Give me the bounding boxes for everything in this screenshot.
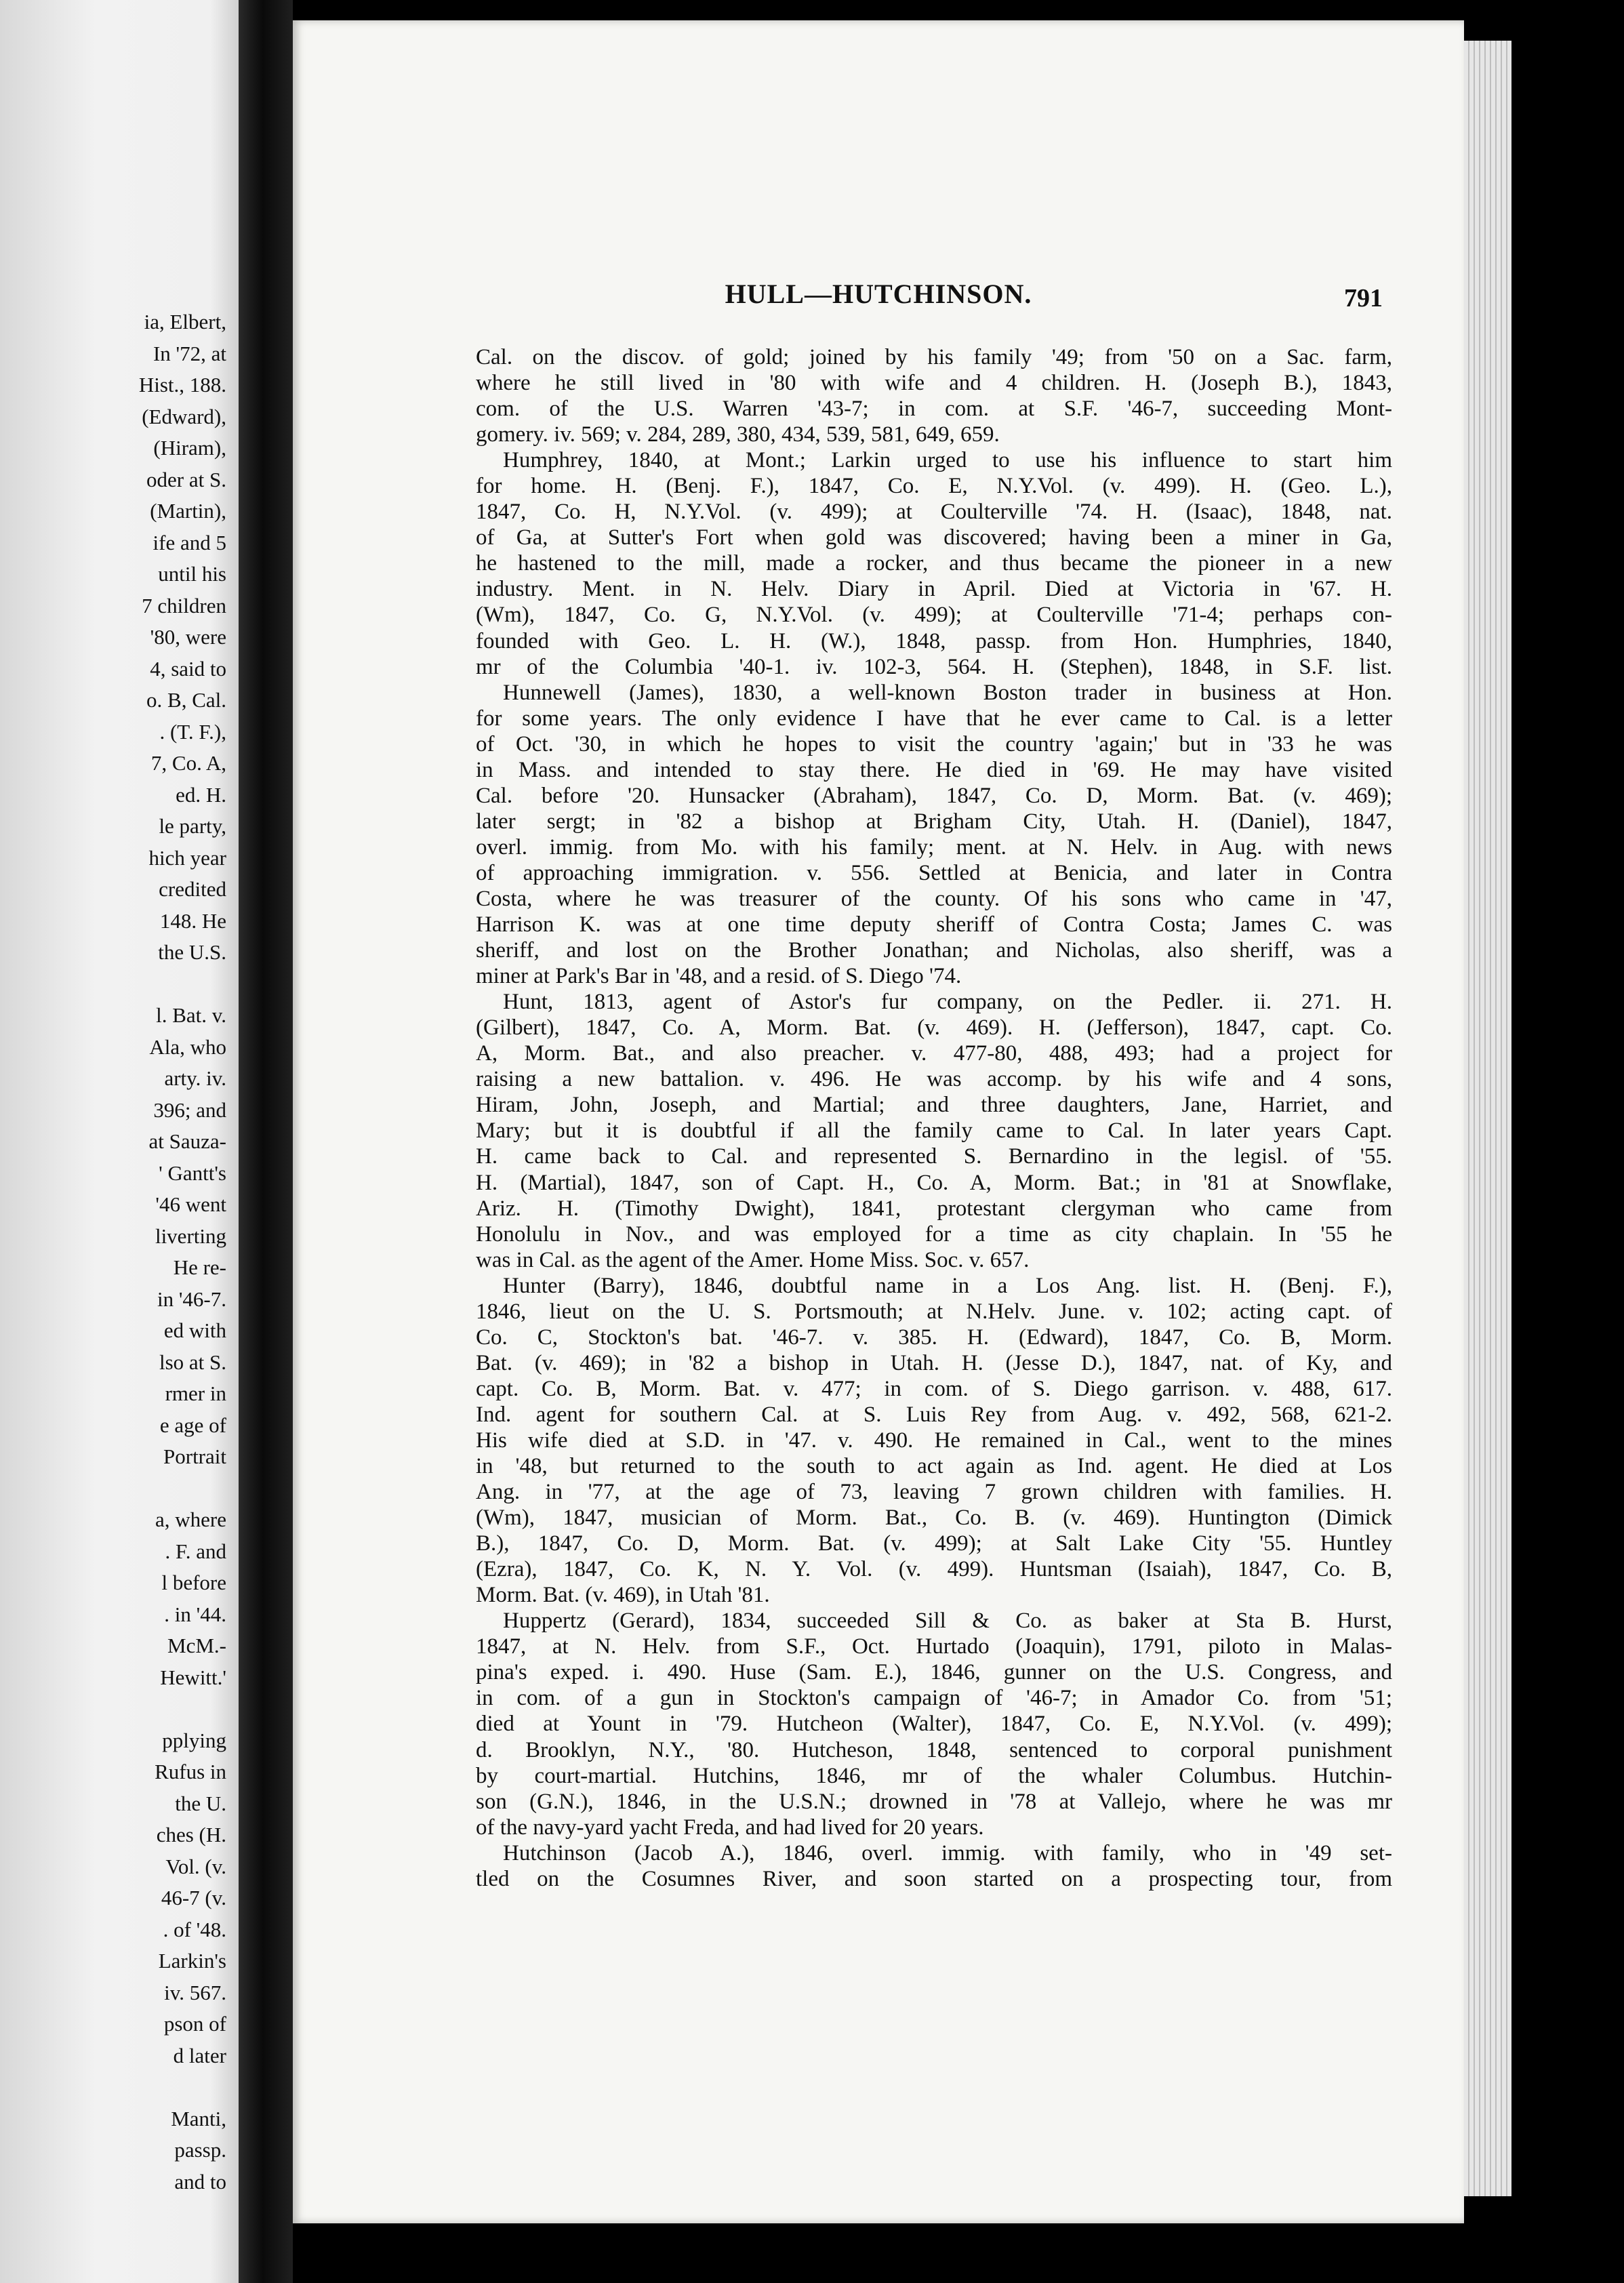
text-line: Morm. Bat. (v. 469), in Utah '81. (476, 1583, 770, 1608)
left-fragment-line: lso at S. (159, 1350, 226, 1374)
text-line: miner at Park's Bar in '48, and a resid. of S. Diego '74. (476, 964, 962, 989)
left-fragment-line: l. Bat. v. (156, 1003, 226, 1027)
left-fragment-line: '80, were (150, 625, 226, 649)
left-fragment-line: le party, (159, 814, 226, 838)
text-line: Harrison K. was at one time deputy sheriff of Contra Costa; James C. was (476, 912, 1392, 937)
text-line: capt. Co. B, Morm. Bat. v. 477; in com. of S. Diego garrison. v. 488, 617. (476, 1376, 1392, 1401)
page-header (293, 278, 1464, 332)
left-fragment-line: (Edward), (142, 404, 226, 428)
text-line: d. Brooklyn, N.Y., '80. Hutcheson, 1848, sentenced to corporal punishment (476, 1737, 1392, 1762)
page-edge (1464, 41, 1511, 2196)
text-line: (Wm), 1847, musician of Morm. Bat., Co. B. (v. 469). Huntington (Dimick (476, 1506, 1392, 1531)
left-fragment-line: l before (161, 1571, 226, 1594)
text-line: tled on the Cosumnes River, and soon started on a prospecting tour, from (476, 1866, 1392, 1891)
left-fragment-line: ed. H. (176, 782, 226, 807)
left-fragment-line: (Martin), (150, 499, 226, 523)
left-fragment-line: 7 children (142, 593, 226, 618)
left-fragment-line: ia, Elbert, (144, 310, 226, 334)
text-line: of Oct. '30, in which he hopes to visit the country 'again;' but in '33 he was (476, 731, 1392, 756)
left-fragment-line (9, 1473, 226, 1505)
text-line: pina's exped. i. 490. Huse (Sam. E.), 1846, gunner on the U.S. Congress, and (476, 1660, 1392, 1685)
text-line: Humphrey, 1840, at Mont.; Larkin urged to use his influence to start him (503, 448, 1392, 473)
left-fragment-line: . (T. F.), (159, 719, 226, 744)
text-line: industry. Ment. in N. Helv. Diary in April. Died at Victoria in '67. H. (476, 577, 1392, 602)
left-fragment-line: He re- (173, 1255, 226, 1279)
left-fragment-line: 46-7 (v. (161, 1886, 226, 1910)
text-line: overl. immig. from Mo. with his family; ment. at N. Helv. in Aug. with news (476, 834, 1392, 860)
left-fragment-line: . F. and (165, 1539, 226, 1563)
left-fragment-line: arty. iv. (164, 1066, 226, 1090)
left-fragment-line: d later (173, 2043, 226, 2067)
text-line: Ind. agent for southern Cal. at S. Luis Rey from Aug. v. 492, 568, 621-2. (476, 1402, 1392, 1427)
text-line: Hiram, John, Joseph, and Martial; and three daughters, Jane, Harriet, and (476, 1093, 1392, 1118)
text-line: H. (Martial), 1847, son of Capt. H., Co. A, Morm. Bat.; in '81 at Snowflake, (476, 1170, 1392, 1195)
book-gutter (239, 0, 293, 2283)
left-fragment-line: the U.S. (158, 940, 226, 964)
text-line: for home. H. (Benj. F.), 1847, Co. E, N.Y.Vol. (v. 499). H. (Geo. L.), (476, 474, 1392, 499)
left-fragment-line: credited (159, 877, 226, 901)
left-fragment-line: ches (H. (156, 1823, 226, 1846)
left-fragment-line: iv. 567. (164, 1980, 226, 2004)
left-fragment-line: Hewitt.' (160, 1665, 226, 1689)
left-fragment-line: e age of (159, 1413, 226, 1437)
left-fragment-line (9, 1693, 226, 1725)
left-page (0, 0, 239, 2283)
left-fragment-line (9, 2072, 226, 2103)
text-line: 1847, at N. Helv. from S.F., Oct. Hurtado (Joaquin), 1791, piloto in Malas- (476, 1634, 1392, 1659)
text-line: Hunt, 1813, agent of Astor's fur company, on the Pedler. ii. 271. H. (503, 990, 1392, 1015)
text-line: Honolulu in Nov., and was employed for a time as city chaplain. In '55 he (476, 1221, 1392, 1247)
left-fragment-line: . of '48. (163, 1917, 226, 1941)
left-fragment-line: hich year (148, 845, 226, 870)
left-fragment-line: Vol. (v. (165, 1854, 226, 1878)
left-fragment-line: In '72, at (153, 341, 226, 365)
text-line: Cal. before '20. Hunsacker (Abraham), 1847, Co. D, Morm. Bat. (v. 469); (476, 783, 1392, 808)
text-line: for some years. The only evidence I have that he ever came to Cal. is a letter (476, 706, 1392, 731)
left-fragment-line: the U. (175, 1791, 226, 1815)
text-line: A, Morm. Bat., and also preacher. v. 477-80, 488, 493; had a project for (476, 1041, 1392, 1066)
text-line: founded with Geo. L. H. (W.), 1848, passp. from Hon. Humphries, 1840, (476, 628, 1392, 653)
left-fragment-line: Larkin's (158, 1949, 226, 1973)
text-line: 1846, lieut on the U. S. Portsmouth; at N.Helv. June. v. 102; acting capt. of (476, 1299, 1392, 1324)
left-fragment-line: Portrait (163, 1444, 226, 1468)
text-line: Costa, where he was treasurer of the county. Of his sons who came in '47, (476, 886, 1392, 911)
text-line: H. came back to Cal. and represented S. Bernardino in the legisl. of '55. (476, 1144, 1392, 1169)
left-fragment-line: 4, said to (150, 656, 226, 681)
left-fragment-line: Manti, (171, 2106, 226, 2130)
text-line: of Ga, at Sutter's Fort when gold was discovered; having been a miner in Ga, (476, 525, 1392, 550)
text-line: was in Cal. as the agent of the Amer. Home Miss. Soc. v. 657. (476, 1247, 1030, 1272)
left-fragment-line: Hist., 188. (138, 373, 226, 397)
text-line: Bat. (v. 469); in '82 a bishop in Utah. H. (Jesse D.), 1847, nat. of Ky, and (476, 1350, 1392, 1375)
text-line: 1847, Co. H, N.Y.Vol. (v. 499); at Coulterville '74. H. (Isaac), 1848, nat. (476, 500, 1392, 525)
text-line: sheriff, and lost on the Brother Jonathan; and Nicholas, also sheriff, was a (476, 938, 1392, 963)
text-line: where he still lived in '80 with wife and 4 children. H. (Joseph B.), 1843, (476, 371, 1392, 396)
text-line: gomery. iv. 569; v. 284, 289, 380, 434, 539, 581, 649, 659. (476, 422, 1000, 447)
text-line: in '48, but returned to the south to act again as Ind. agent. He died at Los (476, 1454, 1392, 1479)
left-fragment-line: (Hiram), (153, 436, 226, 460)
text-line: later sergt; in '82 a bishop at Brigham City, Utah. H. (Daniel), 1847, (476, 809, 1392, 834)
left-fragment-line: McM.- (167, 1634, 226, 1657)
text-line: raising a new battalion. v. 496. He was accomp. by his wife and 4 sons, (476, 1067, 1392, 1092)
text-line: in Mass. and intended to stay there. He died in '69. He may have visited (476, 757, 1392, 782)
left-fragment-line: '46 went (155, 1192, 226, 1216)
left-fragment-line: ife and 5 (153, 530, 226, 554)
left-fragment-line: Ala, who (149, 1034, 226, 1059)
left-fragment-line (9, 969, 226, 1001)
text-line: Co. C, Stockton's bat. '46-7. v. 385. H. (Edward), 1847, Co. B, Morm. (476, 1325, 1392, 1350)
left-fragment-line: at Sauza- (148, 1129, 226, 1153)
left-fragment-line: until his (158, 562, 226, 586)
text-line: (Gilbert), 1847, Co. A, Morm. Bat. (v. 469). H. (Jefferson), 1847, capt. Co. (476, 1015, 1392, 1041)
left-fragment-line: o. B, Cal. (146, 688, 226, 712)
left-fragment-line: in '46-7. (157, 1287, 226, 1311)
text-line: His wife died at S.D. in '47. v. 490. He remained in Cal., went to the mines (476, 1428, 1392, 1453)
text-line: com. of the U.S. Warren '43-7; in com. at S.F. '46-7, succeeding Mont- (476, 397, 1392, 422)
page-number: 791 (1344, 284, 1383, 312)
text-line: (Ezra), 1847, Co. K, N. Y. Vol. (v. 499). Huntsman (Isaiah), 1847, Co. B, (476, 1557, 1392, 1582)
left-fragment-line: Rufus in (155, 1760, 226, 1783)
left-fragment-line: passp. (174, 2138, 226, 2162)
left-fragment-line: ' Gantt's (159, 1160, 226, 1185)
left-fragment-line: ed with (163, 1318, 226, 1342)
left-fragment-line: 396; and (153, 1097, 226, 1122)
text-line: of the navy-yard yacht Freda, and had lived for 20 years. (476, 1815, 984, 1840)
text-line: he hastened to the mill, made a rocker, and thus became the pioneer in a new (476, 551, 1392, 576)
text-line: Huppertz (Gerard), 1834, succeeded Sill & Co. as baker at Sta B. Hurst, (503, 1609, 1392, 1634)
text-line: died at Yount in '79. Hutcheon (Walter), 1847, Co. E, N.Y.Vol. (v. 499); (476, 1712, 1392, 1737)
left-fragment-line: 7, Co. A, (150, 751, 226, 775)
text-line: (Wm), 1847, Co. G, N.Y.Vol. (v. 499); at Coulterville '71-4; perhaps con- (476, 603, 1392, 628)
left-fragment-line: . in '44. (164, 1602, 226, 1626)
text-line: Mary; but it is doubtful if all the family came to Cal. In later years Capt. (476, 1118, 1392, 1144)
right-page (293, 20, 1464, 2223)
text-line: Ang. in '77, at the age of 73, leaving 7 grown children with families. H. (476, 1480, 1392, 1505)
text-line: by court-martial. Hutchins, 1846, mr of the whaler Columbus. Hutchin- (476, 1763, 1392, 1788)
left-fragment-line: oder at S. (146, 467, 226, 491)
left-fragment-line: liverting (155, 1224, 226, 1248)
text-line: Cal. on the discov. of gold; joined by his family '49; from '50 on a Sac. farm, (476, 345, 1392, 369)
text-line: Hunnewell (James), 1830, a well-known Boston trader in business at Hon. (503, 680, 1392, 705)
text-line: of approaching immigration. v. 556. Settled at Benicia, and later in Contra (476, 860, 1392, 885)
text-line: mr of the Columbia '40-1. iv. 102-3, 564. H. (Stephen), 1848, in S.F. list. (476, 654, 1392, 679)
text-line: Hunter (Barry), 1846, doubtful name in a Los Ang. list. H. (Benj. F.), (503, 1273, 1392, 1298)
left-fragment-line: and to (174, 2169, 226, 2194)
text-line: Ariz. H. (Timothy Dwight), 1841, protestant clergyman who came from (476, 1196, 1392, 1221)
running-head: HULL—HUTCHINSON. (725, 279, 1032, 309)
left-column-fragments (9, 306, 226, 2198)
left-fragment-line: pplying (162, 1728, 226, 1752)
text-line: B.), 1847, Co. D, Morm. Bat. (v. 499); at Salt Lake City '55. Huntley (476, 1531, 1392, 1556)
left-fragment-line: pson of (163, 2012, 226, 2036)
left-fragment-line: rmer in (165, 1381, 226, 1405)
body-text (476, 344, 1392, 1892)
text-line: son (G.N.), 1846, in the U.S.N.; drowned in '78 at Vallejo, where he was mr (476, 1789, 1392, 1814)
text-line: Hutchinson (Jacob A.), 1846, overl. immig. with family, who in '49 set- (503, 1840, 1392, 1865)
text-line: in com. of a gun in Stockton's campaign of '46-7; in Amador Co. from '51; (476, 1686, 1392, 1711)
left-fragment-line: 148. He (159, 908, 226, 933)
left-fragment-line: a, where (155, 1508, 226, 1531)
